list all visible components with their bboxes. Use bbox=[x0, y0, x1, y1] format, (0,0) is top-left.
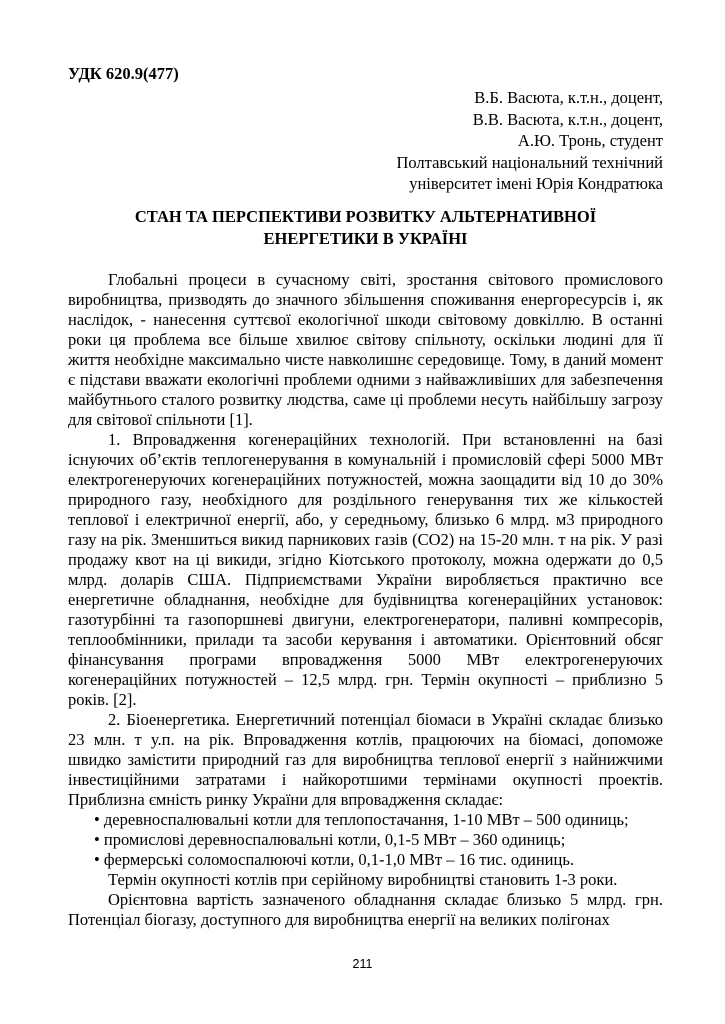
author-block bbox=[68, 87, 663, 195]
paragraph: Орієнтовна вартість зазначеного обладнання складає близько 5 млрд. грн. Потенціал біогазу, доступного для виробництва енергії на великих полігонах bbox=[68, 889, 663, 929]
affiliation-line: університет імені Юрія Кондратюка bbox=[409, 174, 663, 193]
author-line: В.В. Васюта, к.т.н., доцент, bbox=[472, 109, 663, 129]
title-line: СТАН ТА ПЕРСПЕКТИВИ РОЗВИТКУ АЛЬТЕРНАТИВНОЇ bbox=[134, 206, 597, 226]
paragraph: Глобальні процеси в сучасному світі, зростання світового промислового виробництва, призводять до значного збільшення споживання енергоресурсів і, як наслідок, - нанесення суттєвої екологічної шкоди світовому довкіллю. В останні роки ця проблема все більше хвилює світову спільноту, оскільки людині для її життя необхідне максимально чисте навколишнє середовище. Тому, в даний момент є підстави вважати екологічні проблеми одними з найважливіших для забезпечення майбутнього сталого розвитку людства, саме ці проблеми несуть найбільшу загрозу для світової спільноти [1]. bbox=[68, 269, 663, 429]
paragraph: Термін окупності котлів при серійному виробництві становить 1-3 роки. bbox=[108, 869, 618, 889]
author-line: В.Б. Васюта, к.т.н., доцент, bbox=[474, 88, 663, 107]
title-line: ЕНЕРГЕТИКИ В УКРАЇНІ bbox=[263, 228, 468, 248]
list-item: • промислові деревноспалювальні котли, 0,1-5 МВт – 360 одиниць; bbox=[94, 829, 566, 849]
udc-code: УДК 620.9(477) bbox=[68, 64, 179, 83]
list-item: • деревноспалювальні котли для теплопостачання, 1-10 МВт – 500 одиниць; bbox=[94, 809, 629, 829]
author-line: А.Ю. Тронь, студент bbox=[517, 131, 663, 150]
list-item: • фермерські соломоспалюючі котли, 0,1-1,0 МВт – 16 тис. одиниць. bbox=[94, 849, 574, 869]
page-number: 211 bbox=[352, 957, 373, 971]
article-body bbox=[68, 270, 663, 930]
affiliation-line: Полтавський національний технічний bbox=[396, 152, 663, 172]
article-title bbox=[68, 206, 663, 250]
paragraph: 1. Впровадження когенераційних технологій. При встановленні на базі існуючих об’єктів теплогенерування в комунальній і промисловій сфері 5000 МВт електрогенеруючих когенераційних потужностей, можна заощадити від 10 до 30% природного газу, необхідного для роздільного генерування тих же кількостей теплової і електричної енергії, або, у середньому, близько 6 млрд. м3 природного газу на рік. Зменшиться викид парникових газів (СО2) на 15-20 млн. т на рік. У разі продажу квот на ці викиди, згідно Кіотського протоколу, можна одержати до 0,5 млрд. доларів США. Підприємствами України виробляється практично все енергетичне обладнання, необхідне для будівництва когенераційних установок: газотурбінні та газопоршневі двигуни, електрогенератори, паливні компресорів, теплообмінники, прилади та засоби керування і автоматики. Орієнтовний обсяг фінансування програми впровадження 5000 МВт електрогенеруючих когенераційних потужностей – 12,5 млрд. грн. Термін окупності – приблизно 5 років. [2]. bbox=[68, 429, 663, 709]
page-content bbox=[68, 64, 663, 930]
paragraph: 2. Біоенергетика. Енергетичний потенціал біомаси в Україні складає близько 23 млн. т у.п. на рік. Впровадження котлів, працюючих на біомасі, допоможе швидко замістити природний газ для виробництва теплової енергії з найнижчими інвестиційними затратами і найкоротшими термінами окупності проектів. Приблизна ємність ринку України для впровадження складає: bbox=[68, 709, 663, 809]
